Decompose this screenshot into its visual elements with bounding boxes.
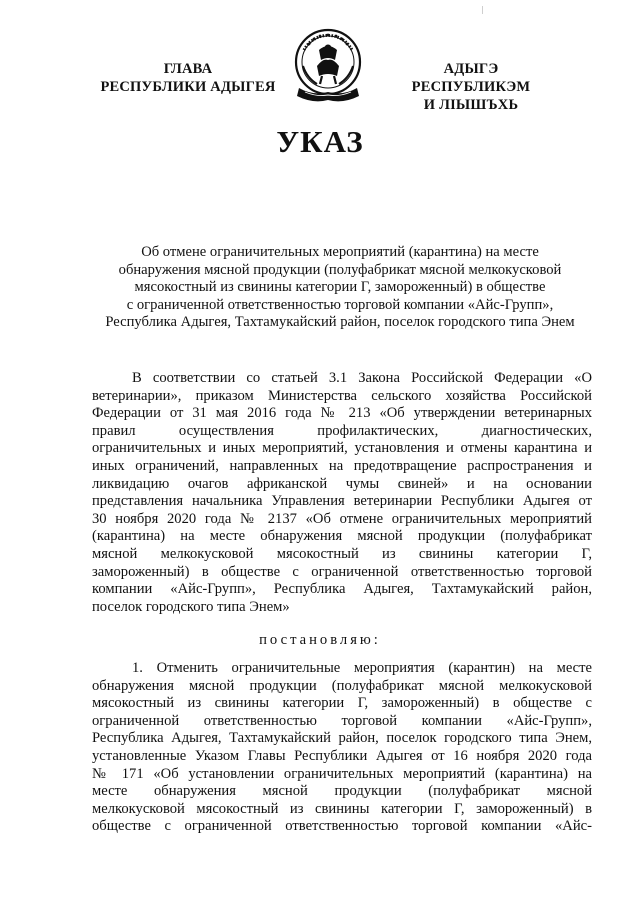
text-line: 30 ноября 2020 года № 2137 «Об отмене ограничительных мероприятий	[92, 510, 592, 527]
header-right-line1: АДЫГЭ РЕСПУБЛИКЭМ	[411, 61, 531, 95]
text-line: обнаружения мясной продукции (полуфабрикат мясной мелкокусковой	[92, 677, 592, 694]
text-line: Федерации от 31 мая 2016 года № 213 «Об утверждении ветеринарных	[92, 405, 592, 422]
document-type-heading: УКАЗ	[276, 124, 364, 159]
text-line: поселок городского типа Энем»	[92, 598, 290, 615]
text-line: компании «Айс-Групп», Республика Адыгея, Тахтамукайский район,	[92, 581, 592, 598]
text-line: № 171 «Об установлении ограничительных мероприятий (карантина) на	[92, 765, 592, 782]
text-line: 1. Отменить ограничительные мероприятия (карантин) на месте	[132, 660, 592, 676]
text-line: (карантина) на месте обнаружения мясной продукции (полуфабрикат	[92, 528, 592, 545]
text-line: Республика Адыгея, Тахтамукайский район, поселок городского типа Энем,	[92, 730, 592, 747]
title-line: Республика Адыгея, Тахтамукайский район, поселок городского типа Энем	[105, 314, 575, 331]
header-left	[92, 60, 284, 96]
text-line: ограниченной ответственностью торговой компании «Айс-Групп»,	[92, 712, 592, 729]
text-line: правил осуществления профилактических, диагностических,	[92, 422, 592, 439]
header-right-line2: И ЛІЫШЪХЬ	[423, 97, 519, 113]
title-line: мясокостный из свинины категории Г, замороженный) в обществе	[134, 279, 546, 296]
text-line: иных ограничений, направленных на предотвращение распространения и	[92, 457, 592, 474]
text-line: ликвидацию очагов африканской чумы свиней» и на основании	[92, 475, 592, 492]
text-line: обществе с ограниченной ответственностью торговой компании «Айс-	[92, 818, 592, 835]
text-line: месте обнаружения мясной продукции (полуфабрикат мясной	[92, 783, 592, 800]
scan-mark	[482, 6, 483, 14]
item-1-paragraph	[92, 660, 592, 836]
text-line: установленные Указом Главы Республики Адыгея от 16 ноября 2020 года	[92, 747, 592, 764]
header-left-line1: ГЛАВА	[163, 61, 213, 77]
header-right	[386, 60, 556, 114]
resolves-heading: постановляю:	[259, 632, 381, 648]
text-line: ограничительных и иных мероприятий, установления и отмены карантина и	[92, 440, 592, 457]
header-left-line2: РЕСПУБЛИКИ АДЫГЕЯ	[100, 79, 276, 95]
text-line: мясной мелкокусковой мясокостный из свинины категории Г,	[92, 545, 592, 562]
text-line: представления начальника Управления ветеринарии Республики Адыгея от	[92, 493, 592, 510]
title-line: с ограниченной ответственностью торговой компании «Айс-Групп»,	[126, 296, 554, 313]
text-line: В соответствии со статьей 3.1 Закона Российской Федерации «О	[132, 370, 592, 386]
text-line: мясокостный из свинины категории Г, замороженный) в обществе с	[92, 695, 592, 712]
coat-of-arms-emblem-icon	[289, 26, 367, 106]
text-line: мелкокусковой мясокостный из свинины категории Г, замороженный) в	[92, 800, 592, 817]
preamble-paragraph	[92, 370, 592, 616]
title-line: обнаружения мясной продукции (полуфабрикат мясной мелкокусковой	[118, 261, 562, 278]
text-line: замороженный) в обществе с ограниченной ответственностью торговой	[92, 563, 592, 580]
document-title	[80, 244, 600, 332]
text-line: ветеринарии», приказом Министерства сельского хозяйства Российской	[92, 387, 592, 404]
title-line: Об отмене ограничительных мероприятий (карантина) на месте	[141, 244, 539, 260]
